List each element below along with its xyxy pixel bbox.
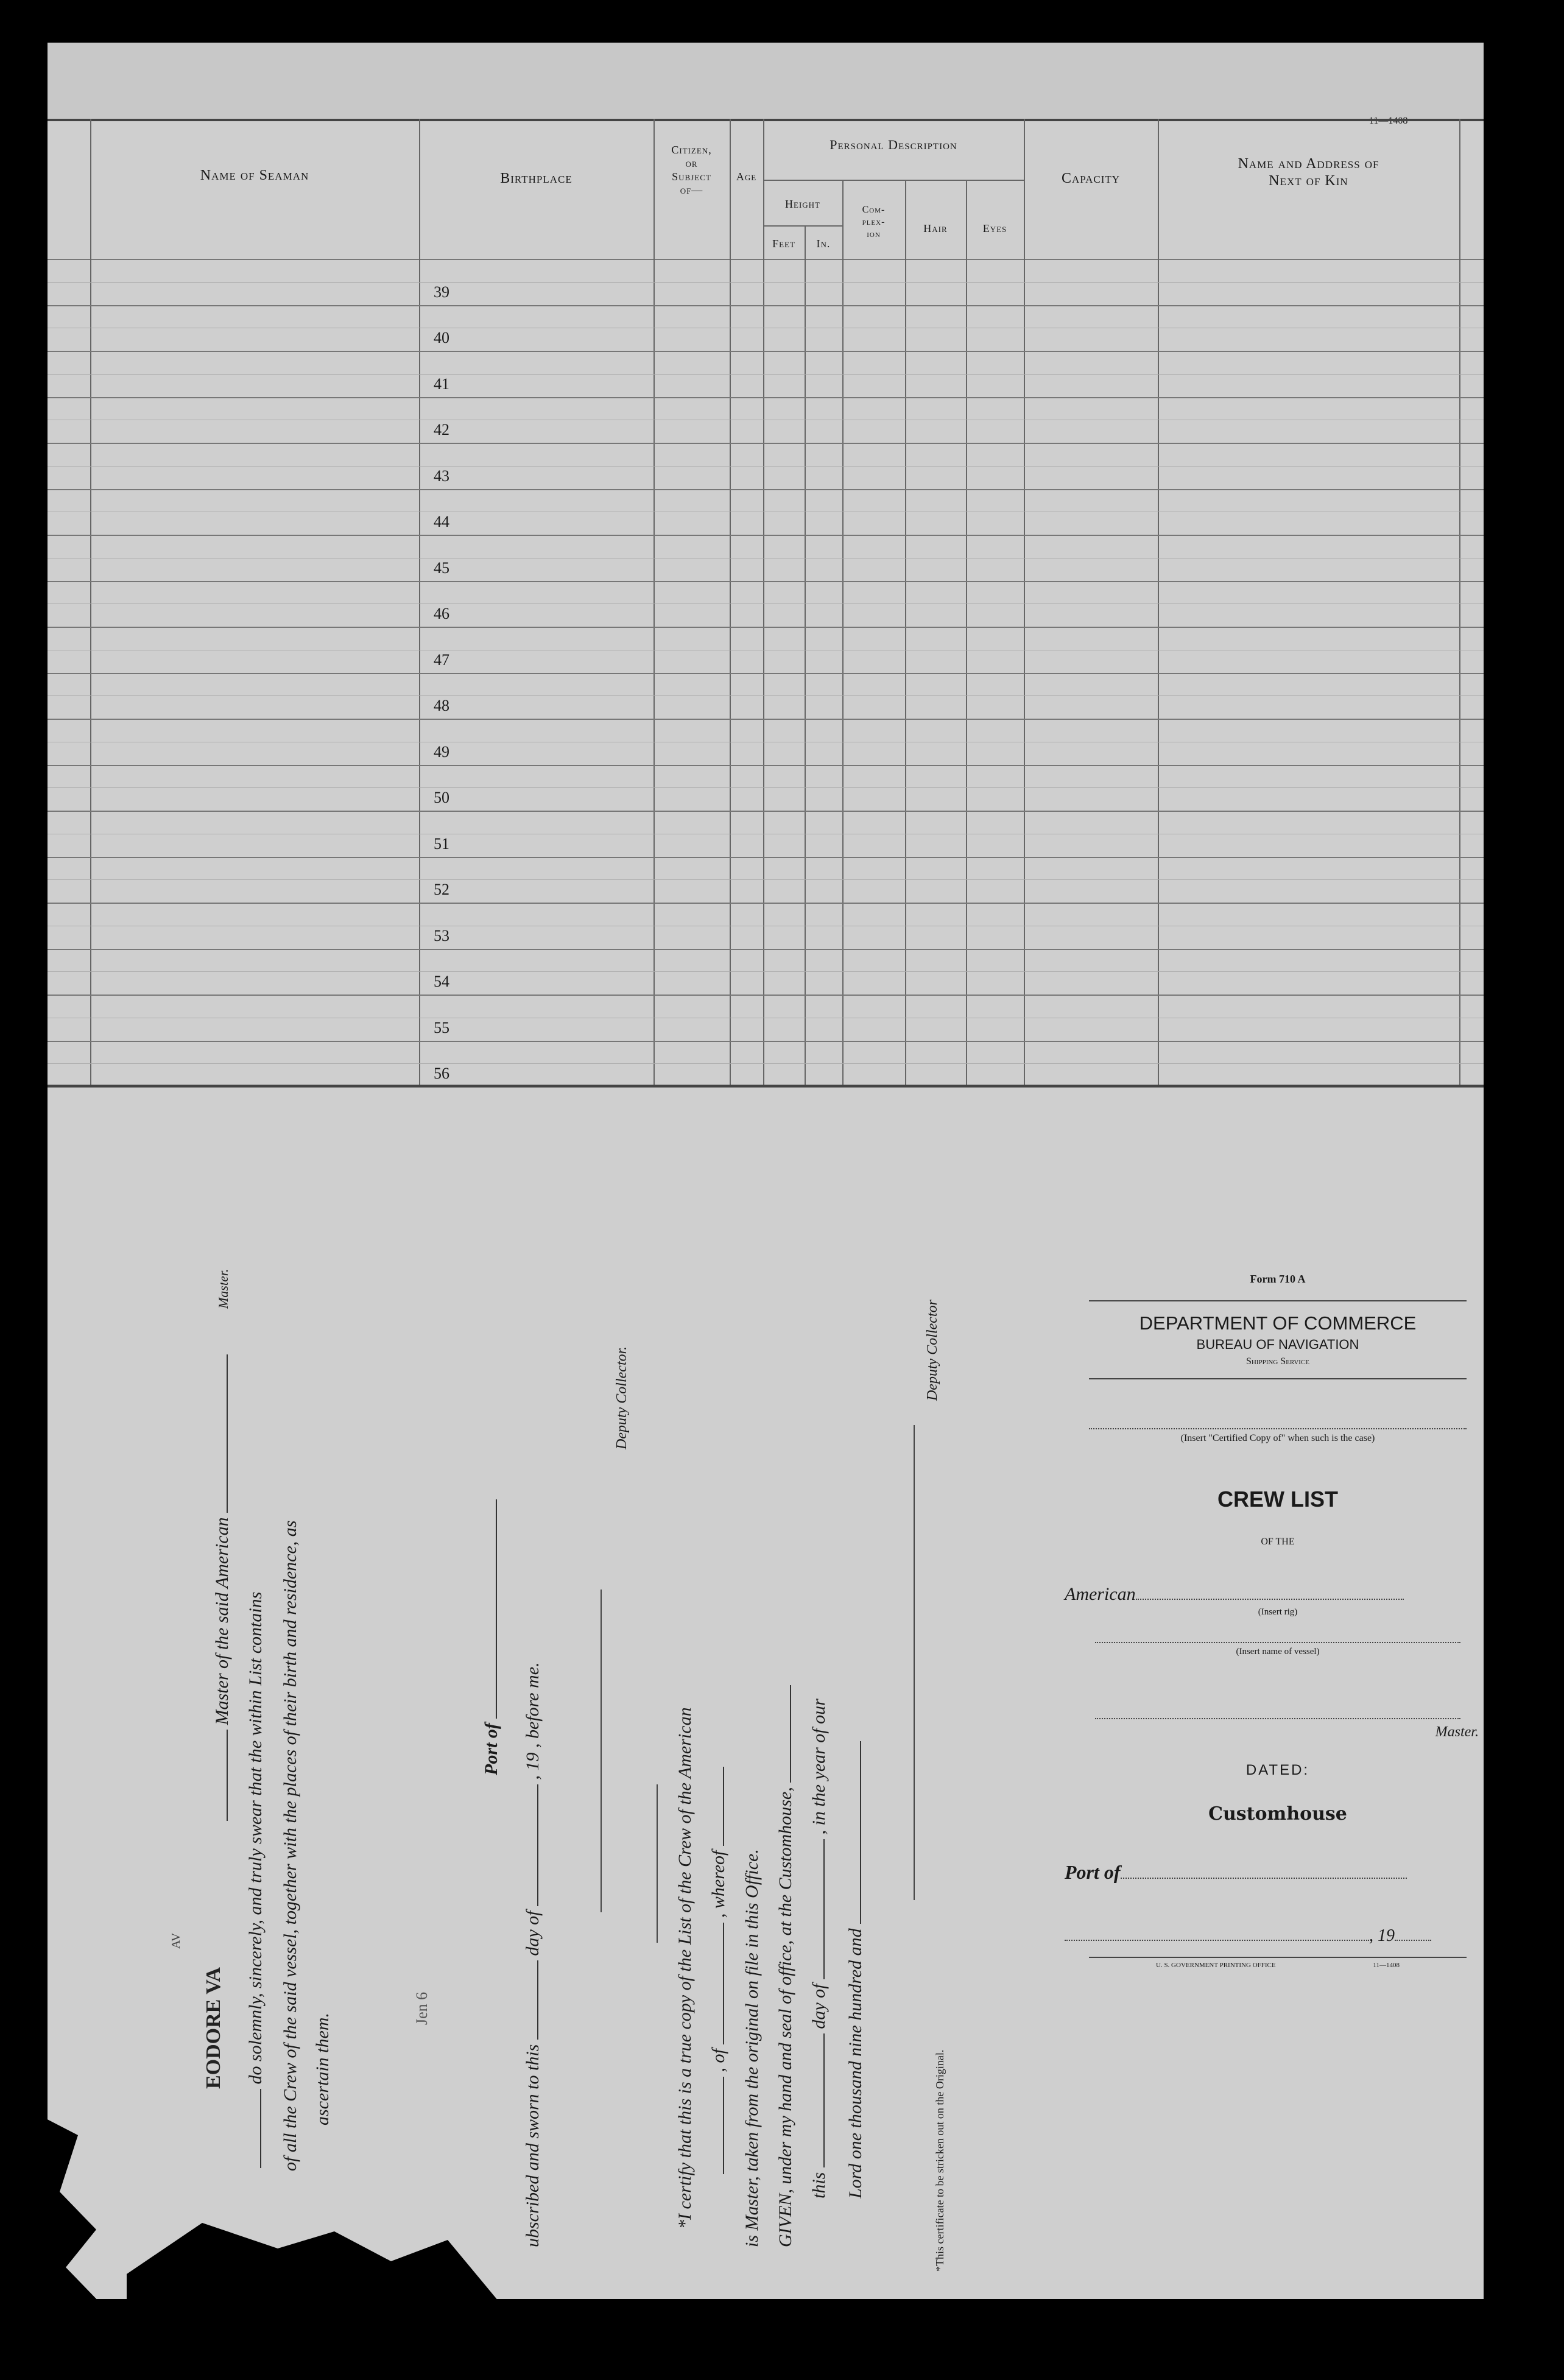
torn-edge: [127, 2223, 504, 2308]
column-rule: [1024, 119, 1025, 1087]
row-number: 45: [434, 558, 449, 577]
port-of-line: [1059, 1861, 1497, 1884]
table-row-subrule: [48, 374, 1484, 375]
table-row-rule: [48, 857, 1484, 858]
crew-list-title: CREW LIST: [1217, 1487, 1338, 1512]
row-number: 51: [434, 834, 449, 853]
blank-line: [1065, 1940, 1369, 1941]
header-height: Height: [785, 198, 820, 210]
blank-line: [1136, 1599, 1404, 1600]
header-citizen-line: or: [685, 157, 698, 169]
table-row-subrule: [48, 971, 1484, 972]
table-row-subrule: [48, 282, 1484, 283]
table-row-subrule: [48, 695, 1484, 696]
table-row-rule: [48, 581, 1484, 582]
oath-crew-text: of all the Crew of the said vessel, together with the places of their birth and residence, as: [280, 1520, 300, 2171]
row-number: 56: [434, 1065, 449, 1082]
torn-edge: [41, 2116, 102, 2305]
row-number: 42: [434, 421, 449, 438]
master-label: Master.: [1435, 1724, 1479, 1740]
top-margin: [48, 43, 1484, 122]
table-row-rule: [48, 351, 1484, 352]
master-line: [1095, 1718, 1460, 1719]
oath-swear-text: do solemnly, sincerely, and truly swear that the within List contains: [245, 1591, 266, 2085]
table-row-subrule: [48, 1063, 1484, 1064]
oath-subscribed-line: [523, 1662, 543, 2247]
table-row-rule: [48, 765, 1484, 766]
cover-rule: [1089, 1300, 1467, 1301]
column-rule: [1158, 119, 1159, 1087]
table-row-rule: [48, 1041, 1484, 1042]
document-page: [48, 43, 1484, 2299]
table-row-rule: [48, 489, 1484, 490]
blank-line: [723, 1767, 724, 1846]
table-top-rule: [48, 119, 1484, 121]
blank-line: [227, 1354, 228, 1513]
blank-line: [823, 2033, 825, 2167]
row-number: 55: [434, 1018, 449, 1037]
certificate-day-of: day of: [809, 1984, 829, 2029]
date-line: [1059, 1926, 1497, 1946]
american-line: [1059, 1584, 1497, 1605]
certificate-given-text: GIVEN, under my hand and seal of office, at the Customhouse,: [775, 1787, 795, 2247]
row-number: 54: [434, 973, 449, 990]
signature-line: [657, 1784, 658, 1943]
table-row-rule: [48, 949, 1484, 950]
header-next-of-kin-line: Next of Kin: [1269, 173, 1348, 189]
port-of-label: Port of: [1065, 1861, 1121, 1883]
table-row-rule: [48, 627, 1484, 628]
row-number: 43: [434, 466, 449, 485]
header-complexion-line: Com-: [862, 205, 886, 215]
blank-line: [1121, 1878, 1407, 1879]
certificate-footnote: *This certificate to be stricken out on the Original.: [934, 2049, 946, 2272]
header-birthplace: Birthplace: [500, 171, 572, 186]
oath-day-of: day of: [523, 1910, 543, 1956]
column-rule: [842, 180, 844, 1087]
header-next-of-kin: [1158, 155, 1459, 189]
certificate-line-1: [675, 1707, 696, 2229]
oath-line-3: [280, 1521, 301, 2171]
row-number: 46: [434, 605, 449, 622]
oath-line-4: [312, 2013, 333, 2125]
table-row-rule: [48, 719, 1484, 720]
table-row-rule: [48, 397, 1484, 398]
blank-line: [496, 1499, 497, 1719]
blank-line: [790, 1685, 791, 1783]
insert-vessel-note: (Insert name of vessel): [1236, 1647, 1320, 1656]
table-bottom-rule: [48, 1085, 1484, 1087]
blank-line: [537, 1960, 538, 2040]
header-citizen-line: of—: [680, 184, 703, 196]
row-number: 41: [434, 375, 449, 393]
header-complexion-line: ion: [867, 229, 881, 239]
row-number: 53: [434, 926, 449, 945]
certificate-line-3: [742, 1849, 763, 2247]
signature-line: [914, 1425, 915, 1900]
printer-label: U. S. GOVERNMENT PRINTING OFFICE: [1156, 1962, 1276, 1969]
printer-line: [1156, 1962, 1400, 1969]
insert-rig-note: (Insert rig): [1258, 1607, 1298, 1617]
column-rule: [653, 119, 655, 1087]
oath-line-2: [245, 1592, 266, 2168]
customhouse-label: Customhouse: [1208, 1803, 1347, 1825]
oath-master-text: Master of the said American: [212, 1517, 232, 1725]
certificate-this: this: [809, 2172, 829, 2199]
certificate-line-2: [708, 1767, 729, 2174]
service-title: Shipping Service: [1245, 1356, 1310, 1367]
table-row-rule: [48, 305, 1484, 306]
column-rule: [763, 119, 764, 1087]
certificate-line-4: [775, 1685, 796, 2247]
bureau-title: BUREAU OF NAVIGATION: [1196, 1337, 1359, 1352]
handwritten-note: Jen 6: [413, 1991, 431, 2025]
header-personal-description: Personal Description: [830, 137, 957, 152]
row-number: 40: [434, 329, 449, 347]
personal-description-rule: [763, 180, 1024, 181]
header-feet: Feet: [772, 238, 795, 250]
vessel-name-line: [1095, 1642, 1460, 1643]
column-rule: [730, 119, 731, 1087]
table-row-rule: [48, 535, 1484, 536]
american-label: American: [1065, 1584, 1136, 1604]
row-number: 39: [434, 283, 449, 301]
blank-line: [537, 1784, 538, 1906]
table-row-rule: [48, 443, 1484, 444]
table-row-rule: [48, 673, 1484, 674]
of-the-label: OF THE: [1261, 1537, 1295, 1547]
row-number: 48: [434, 697, 449, 714]
table-row-subrule: [48, 787, 1484, 788]
certificate-text: *I certify that this is a true copy of the List of the Crew of the American: [675, 1707, 695, 2229]
oath-subscribed-text: ubscribed and sworn to this: [523, 2044, 543, 2247]
header-citizen-line: Citizen,: [671, 144, 712, 156]
dated-label: DATED:: [1245, 1762, 1310, 1778]
insert-line: [1089, 1428, 1467, 1429]
table-row-rule: [48, 903, 1484, 904]
header-age: Age: [736, 171, 757, 183]
column-rule: [1459, 119, 1460, 1087]
row-number: 52: [434, 881, 449, 898]
header-name-of-seaman: Name of Seaman: [200, 167, 309, 183]
certificate-year-of-our: , in the year of our: [809, 1699, 829, 1835]
column-rule: [90, 119, 91, 1087]
oath-master-signature-label: Master.: [216, 1269, 231, 1309]
year-label: , 19: [1369, 1926, 1395, 1945]
blank-line: [823, 1839, 825, 1979]
row-number: 47: [434, 650, 449, 669]
certificate-line-5: [809, 1699, 830, 2199]
header-capacity: Capacity: [1061, 171, 1121, 186]
header-next-of-kin-line: Name and Address of: [1238, 156, 1379, 172]
cover-rule: [1089, 1957, 1467, 1958]
cover-rule: [1089, 1378, 1467, 1379]
certificate-whereof: , whereof: [708, 1850, 728, 1918]
header-complexion-line: plex-: [862, 217, 886, 227]
certificate-line-6: [845, 1741, 866, 2199]
column-rule: [905, 180, 906, 1087]
oath-before-me: , before me.: [523, 1662, 543, 1748]
oath-ascertain-text: ascertain them.: [312, 2013, 333, 2125]
header-citizen-line: Subject: [672, 171, 711, 183]
blank-line: [723, 2077, 724, 2174]
certificate-deputy-collector: Deputy Collector: [925, 1300, 940, 1401]
header-bottom-rule: [48, 259, 1484, 260]
oath-port-line: [481, 1499, 502, 1775]
oath-deputy-collector: Deputy Collector.: [614, 1346, 630, 1449]
cover-panel: [1059, 1273, 1497, 1969]
handwritten-vessel-name: EODORE VA: [202, 1967, 225, 2089]
height-rule: [763, 225, 842, 227]
oath-line-1: [212, 1269, 233, 1821]
header-complexion: [842, 204, 905, 241]
table-row-subrule: [48, 879, 1484, 880]
table-row-rule: [48, 995, 1484, 996]
blank-line: [860, 1741, 861, 1924]
department-title: DEPARTMENT OF COMMERCE: [1139, 1312, 1417, 1334]
table-row-rule: [48, 811, 1484, 812]
blank-line: [260, 2089, 261, 2168]
blank-line: [723, 1923, 724, 2044]
column-rule: [966, 180, 967, 1087]
header-citizen: [653, 143, 730, 197]
certificate-lord-text: Lord one thousand nine hundred and: [845, 1928, 865, 2199]
oath-port-label: Port of: [481, 1723, 501, 1775]
blank-line: [1395, 1940, 1431, 1941]
printer-number: 11—1408: [1373, 1962, 1400, 1969]
certificate-master-text: is Master, taken from the original on file in this Office.: [742, 1849, 762, 2247]
handwritten-mark: AV: [169, 1932, 183, 1949]
header-hair: Hair: [923, 222, 948, 234]
row-number: 50: [434, 789, 449, 806]
form-number: Form 710 A: [1250, 1273, 1306, 1285]
row-number: 44: [434, 513, 449, 530]
signature-line: [601, 1590, 602, 1912]
header-inches: In.: [816, 238, 831, 250]
insert-note: (Insert "Certified Copy of" when such is the case): [1180, 1433, 1375, 1443]
blank-line: [227, 1730, 228, 1821]
oath-year: , 19: [523, 1752, 543, 1780]
crew-ledger-table: [48, 119, 1484, 1087]
row-number: 49: [434, 742, 449, 761]
column-rule: [805, 225, 806, 1087]
header-eyes: Eyes: [982, 222, 1007, 234]
certificate-of: , of: [708, 2049, 728, 2072]
